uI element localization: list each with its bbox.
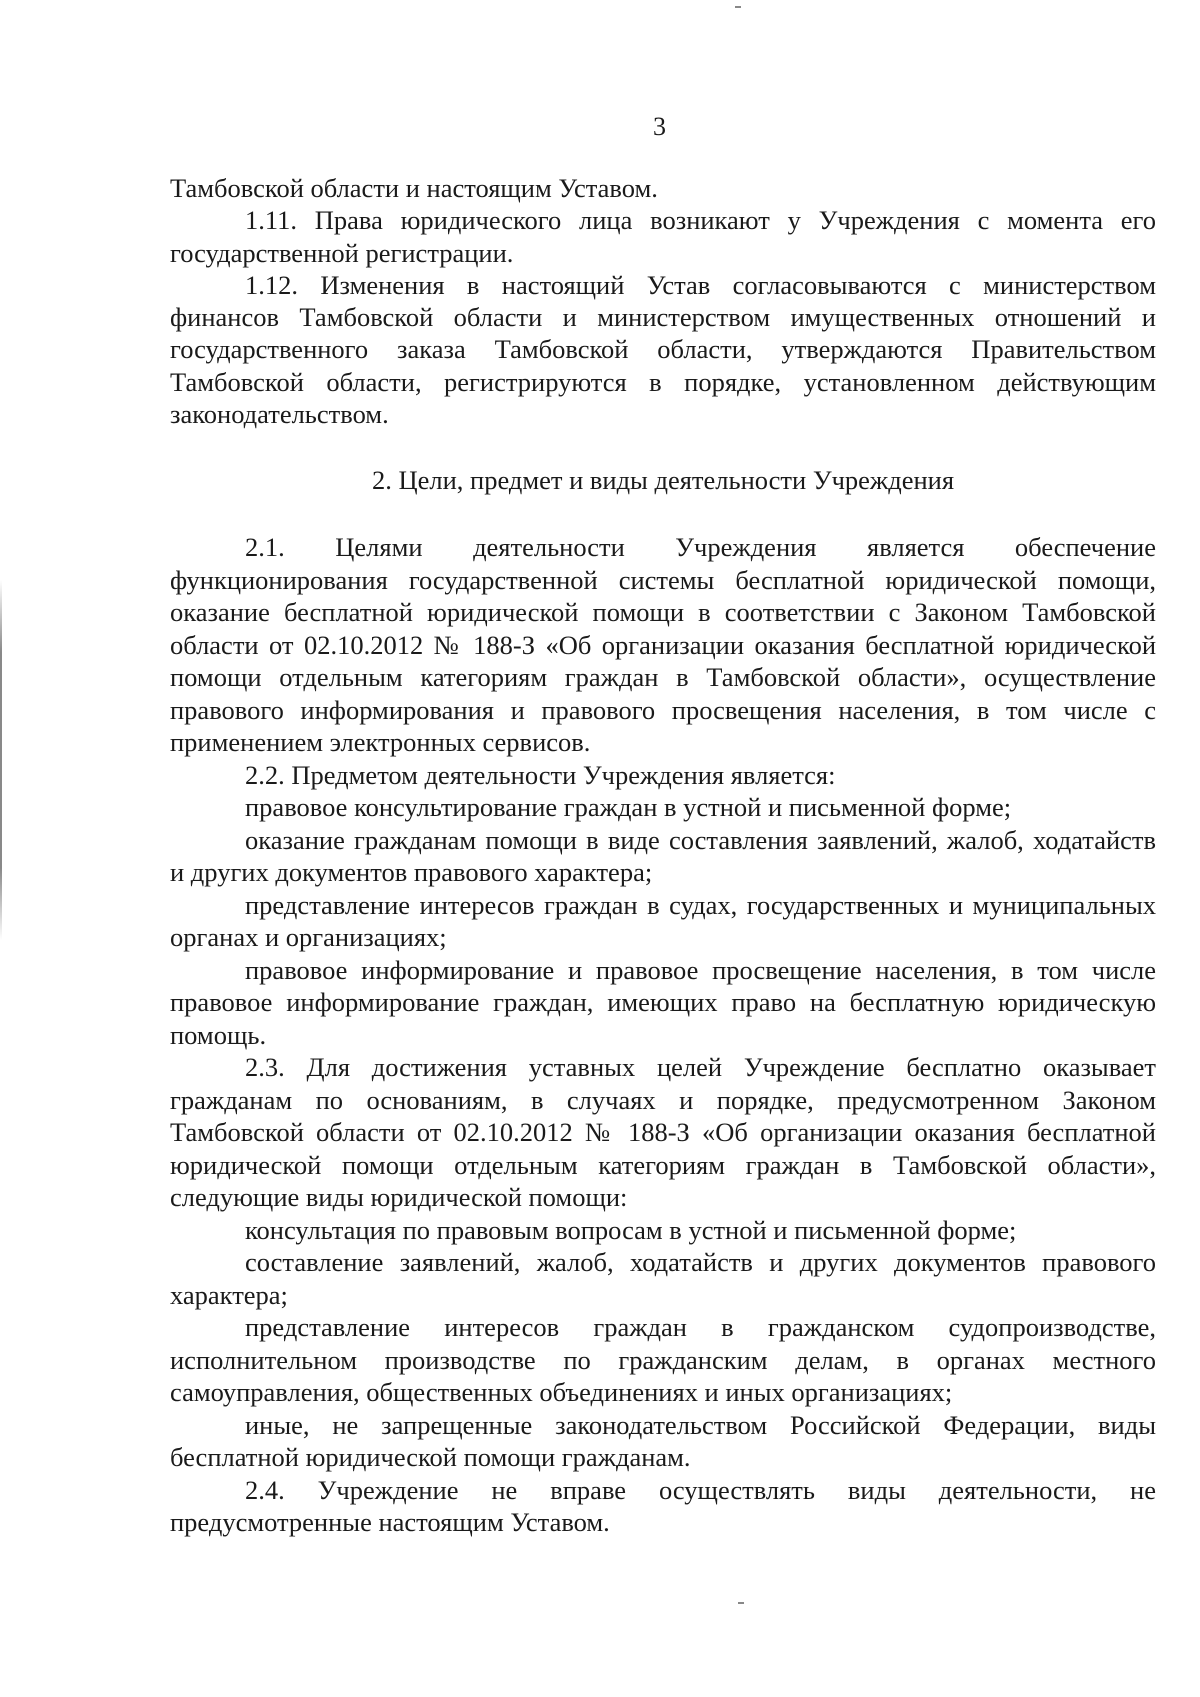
- paragraph: Тамбовской области и настоящим Уставом.: [170, 173, 658, 203]
- section-text-block: [170, 531, 1156, 1539]
- paragraph: консультация по правовым вопросам в устной и письменной форме;: [245, 1214, 1017, 1245]
- paragraph: 1.12. Изменения в настоящий Устав согласовываются с министерством финансов Тамбовской области и министерством имущественных отношений и государственного заказа Тамбовской области, утверждаются Правительством Тамбовской области, регистрируются в порядке, установленном действующим законодательством.: [170, 269, 1156, 430]
- section-title: 2. Цели, предмет и виды деятельности Учреждения: [371, 465, 955, 495]
- paragraph: правовое информирование и правовое просвещение населения, в том числе правовое информирование граждан, имеющих право на бесплатную юридическую помощь.: [170, 954, 1156, 1050]
- paragraph: оказание гражданам помощи в виде составления заявлений, жалоб, ходатайств и других документов правового характера;: [170, 824, 1156, 887]
- paragraph: иные, не запрещенные законодательством Российской Федерации, виды бесплатной юридической помощи гражданам.: [170, 1409, 1156, 1472]
- intro-text-block: [170, 172, 1156, 430]
- paragraph: 1.11. Права юридического лица возникают у Учреждения с момента его государственной регистрации.: [170, 205, 1156, 268]
- paragraph: правовое консультирование граждан в устной и письменной форме;: [245, 792, 1012, 822]
- paragraph: 2.2. Предметом деятельности Учреждения является:: [245, 759, 836, 790]
- paragraph: составление заявлений, жалоб, ходатайств и других документов правового характера;: [170, 1247, 1156, 1310]
- paragraph: представление интересов граждан в гражданском судопроизводстве, исполнительном производстве по гражданским делам, в органах местного самоуправления, общественных объединениях и иных организациях;: [170, 1312, 1156, 1407]
- paragraph: 2.1. Целями деятельности Учреждения является обеспечение функционирования государственной системы бесплатной юридической помощи, оказание бесплатной юридической помощи в соответствии с Законом Тамбовской области от 02.10.2012 № 188-З «Об организации оказания бесплатной юридической помощи отдельным категориям граждан в Тамбовской области», осуществление правового информирования и правового просвещения населения, в том числе с применением электронных сервисов.: [170, 532, 1156, 757]
- scan-edge-shadow: [0, 580, 2, 940]
- page-number: 3: [653, 112, 666, 141]
- paragraph: 2.4. Учреждение не вправе осуществлять виды деятельности, не предусмотренные настоящим Уставом.: [170, 1474, 1156, 1537]
- paragraph: 2.3. Для достижения уставных целей Учреждение бесплатно оказывает гражданам по основаниям, в случаях и порядке, предусмотренном Законом Тамбовской области от 02.10.2012 № 188-З «Об организации оказания бесплатной юридической помощи отдельным категориям граждан в Тамбовской области», следующие виды юридической помощи:: [170, 1052, 1156, 1212]
- scan-speck: [738, 1602, 744, 1604]
- scan-speck: [735, 6, 741, 8]
- paragraph: представление интересов граждан в судах, государственных и муниципальных органах и организациях;: [170, 889, 1156, 952]
